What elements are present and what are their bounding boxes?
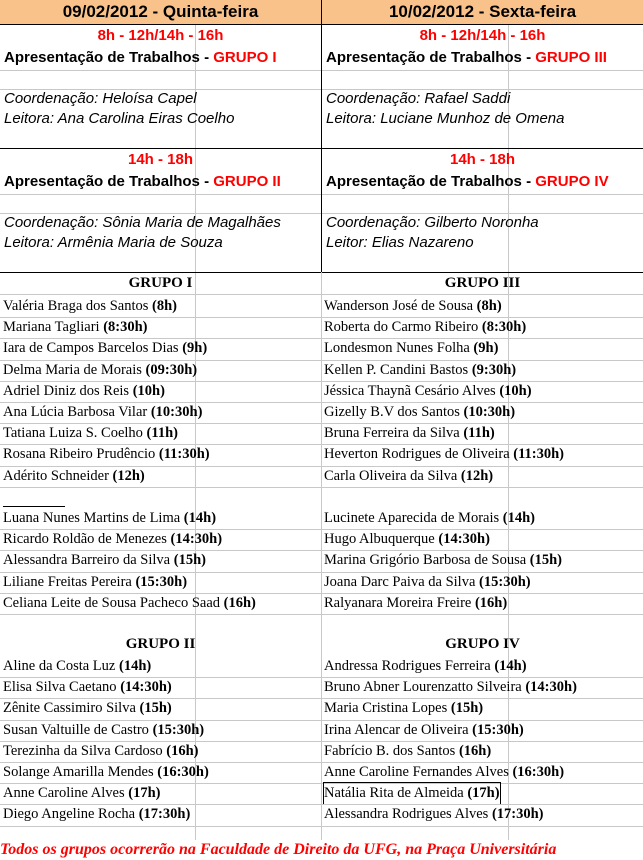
list-item [3,529,222,550]
list-item [324,296,502,317]
presentation-time: (11h) [463,425,495,442]
participant-name: Ricardo Roldão de Menezes [3,531,171,548]
participant-name: Iara de Campos Barcelos Dias [3,340,183,357]
presentation-time: (8:30h) [103,319,148,336]
presentation-time: (12h) [112,467,145,484]
participant-name: Solange Amarilla Mendes [3,764,158,780]
afternoon-coordination-right: Coordenação: Gilberto Noronha [326,214,539,231]
participant-name: Aline da Costa Luz [3,658,119,674]
list-item [324,783,500,804]
participant-name: Fabrício B. dos Santos [324,742,459,759]
list-item [3,296,177,317]
presentation-time: (14:30h) [170,531,223,548]
date-header-left: 09/02/2012 - Quinta-feira [0,0,321,24]
participant-name: Anne Caroline Fernandes Alves [324,764,513,780]
participant-name: Tatiana Luiza S. Coelho [3,425,147,442]
list-item [3,593,256,614]
grid-line [508,24,509,840]
presentation-time: (16:30h) [512,764,565,780]
presentation-time: (11:30h) [513,446,565,463]
participant-name: Londesmon Nunes Folha [324,340,474,357]
date-header-right: 10/02/2012 - Sexta-feira [322,0,643,24]
participant-name: Lucinete Aparecida de Morais [324,510,503,526]
participant-name: Adriel Diniz dos Reis [3,382,133,399]
participant-name: Wanderson José de Sousa [324,298,477,314]
group-title-right: GRUPO III [444,275,521,291]
list-item [324,529,490,550]
list-item [3,677,172,698]
morning-coordination-right: Coordenação: Rafael Saddi [326,90,511,107]
participant-name: Alessandra Barreiro da Silva [3,552,174,569]
participant-name: Diego Angeline Rocha [3,806,139,823]
presentation-time: (9:30h) [471,361,517,378]
participant-name: Hugo Albuquerque [324,531,439,548]
list-item [324,360,516,381]
presentation-time: (14:30h) [525,679,577,696]
participant-name: Roberta do Carmo Ribeiro [324,319,482,336]
grid-line [321,272,322,840]
participant-name: Luana Nunes Martins de Lima [3,510,184,526]
participant-name: Delma Maria de Morais [3,361,146,378]
participant-name: Carla Oliveira da Silva [324,467,461,484]
presentation-time: (17:30h) [491,806,544,823]
list-item [3,508,216,529]
presentation-time: (15:30h) [479,573,531,590]
list-item [3,466,145,487]
grid-line [0,826,321,827]
list-item [324,656,527,677]
presentation-time: (8h) [476,298,502,314]
presentation-time: (15:30h) [472,721,524,738]
presentation-time: (17:30h) [138,806,191,823]
list-item [324,572,531,593]
list-item [324,338,498,359]
list-item [324,804,544,825]
presentation-time: (9h) [473,340,499,357]
afternoon-reader-left: Leitora: Armênia Maria de Souza [4,234,223,251]
presentation-time: (9h) [182,340,208,357]
list-item [324,317,526,338]
presentation-time: (15:30h) [152,721,205,738]
participant-name: Andressa Rodrigues Ferreira [324,658,495,674]
presentation-time: (10h) [132,382,165,399]
presentation-time: (15h) [529,552,563,569]
underline-mark [3,506,65,507]
list-item [3,698,172,719]
participant-name: Maria Cristina Lopes [324,700,451,717]
list-item [324,550,562,571]
afternoon-title-left: Apresentação de Trabalhos - GRUPO II [4,173,281,190]
participant-name: Jéssica Thaynã Cesário Alves [324,382,500,399]
list-item [324,423,495,444]
list-item [324,381,532,402]
participant-name: Adérito Schneider [3,467,113,484]
list-item [3,572,187,593]
group-title-left: GRUPO I [128,275,193,291]
participant-name: Gizelly B.V dos Santos [324,404,464,420]
list-item [324,677,577,698]
presentation-time: (14h) [502,510,535,526]
participant-name: Valéria Braga dos Santos [3,298,152,314]
presentation-time: (16h) [458,742,492,759]
participant-name: Marina Grigório Barbosa de Sousa [324,552,530,569]
list-item [324,741,491,762]
group-label: GRUPO II [213,173,281,190]
participant-name: Natália Rita de Almeida [324,785,468,802]
list-item [3,381,165,402]
grid-line [0,614,321,615]
list-item [3,550,206,571]
list-item [3,762,209,783]
participant-name: Heverton Rodrigues de Oliveira [324,446,514,463]
afternoon-time-left: 14h - 18h [127,151,194,168]
list-item [3,317,148,338]
presentation-time: (10:30h) [463,404,516,420]
list-item [3,338,207,359]
presentation-time: (17h) [128,785,161,802]
presentation-time: (10:30h) [150,404,203,420]
list-item [324,762,564,783]
participant-name: Irina Alencar de Oliveira [324,721,473,738]
presentation-time: (8h) [152,298,177,314]
list-item [3,423,178,444]
list-item [324,402,515,423]
participant-name: Susan Valtuille de Castro [3,721,153,738]
participant-name: Liliane Freitas Pereira [3,573,136,590]
list-item [324,698,483,719]
morning-reader-right: Leitora: Luciane Munhoz de Omena [326,110,565,127]
list-item [324,593,507,614]
grid-line [0,487,321,488]
list-item [324,508,535,529]
presentation-time: (11h) [146,425,178,442]
grid-line [322,614,643,615]
presentation-time: (16h) [223,594,256,611]
presentation-time: (15h) [450,700,484,717]
participant-name: Rosana Ribeiro Prudêncio [3,446,159,463]
grid-line [195,24,196,840]
grid-line [322,826,643,827]
list-item [324,466,493,487]
participant-name: Kellen P. Candini Bastos [324,361,472,378]
participant-name: Ralyanara Moreira Freire [324,594,475,611]
participant-name: Anne Caroline Alves [3,785,129,802]
participant-name: Ana Lúcia Barbosa Vilar [3,404,151,420]
group-title-left-2: GRUPO II [125,636,196,652]
morning-title-left: Apresentação de Trabalhos - GRUPO I [4,49,277,66]
presentation-time: (11:30h) [158,446,210,463]
presentation-time: (14h) [118,658,152,674]
presentation-time: (8:30h) [481,319,527,336]
participant-name: Celiana Leite de Sousa Pacheco Saad [3,594,224,611]
list-item [3,804,190,825]
morning-time-right: 8h - 12h/14h - 16h [419,27,546,44]
grid-line [0,294,643,295]
presentation-time: (17h) [467,785,500,802]
participant-name: Zênite Cassimiro Silva [3,700,140,717]
group-label: GRUPO IV [535,173,609,190]
presentation-time: (15h) [139,700,172,717]
participant-name: Terezinha da Silva Cardoso [3,742,167,759]
morning-time-left: 8h - 12h/14h - 16h [97,27,224,44]
presentation-time: (09:30h) [145,361,198,378]
morning-reader-left: Leitora: Ana Carolina Eiras Coelho [4,110,235,127]
presentation-time: (15h) [173,552,206,569]
list-item [324,444,564,465]
list-item [3,656,151,677]
group-label: GRUPO I [213,49,277,66]
participant-name: Bruno Abner Lourenzatto Silveira [324,679,526,696]
presentation-time: (16h) [166,742,199,759]
list-item [3,444,210,465]
presentation-time: (16:30h) [157,764,209,780]
participant-name: Mariana Tagliari [3,319,104,336]
participant-name: Bruna Ferreira da Silva [324,425,464,442]
presentation-time: (10h) [499,382,532,399]
group-title-right-2: GRUPO IV [445,636,520,652]
participant-name: Joana Darc Paiva da Silva [324,573,480,590]
list-item [3,783,160,804]
group-label: GRUPO III [535,49,607,66]
morning-coordination-left: Coordenação: Heloísa Capel [4,90,197,107]
presentation-time: (14h) [183,510,217,526]
afternoon-title-right: Apresentação de Trabalhos - GRUPO IV [326,173,609,190]
presentation-time: (14:30h) [438,531,490,548]
participant-name: Alessandra Rodrigues Alves [324,806,492,823]
presentation-time: (14:30h) [120,679,172,696]
participant-name: Elisa Silva Caetano [3,679,121,696]
border [321,0,322,272]
afternoon-reader-right: Leitor: Elias Nazareno [326,234,474,251]
presentation-time: (12h) [460,467,494,484]
list-item [3,741,199,762]
list-item [3,720,204,741]
presentation-time: (15:30h) [135,573,188,590]
list-item [3,402,202,423]
footer-note: Todos os grupos ocorrerão na Faculdade de Direito da UFG, na Praça Universitária [0,841,557,858]
afternoon-time-right: 14h - 18h [449,151,516,168]
morning-title-right: Apresentação de Trabalhos - GRUPO III [326,49,607,66]
presentation-time: (16h) [474,594,508,611]
afternoon-coordination-left: Coordenação: Sônia Maria de Magalhães [4,214,281,231]
list-item [3,360,197,381]
grid-line [322,487,643,488]
presentation-time: (14h) [494,658,527,674]
list-item [324,720,524,741]
